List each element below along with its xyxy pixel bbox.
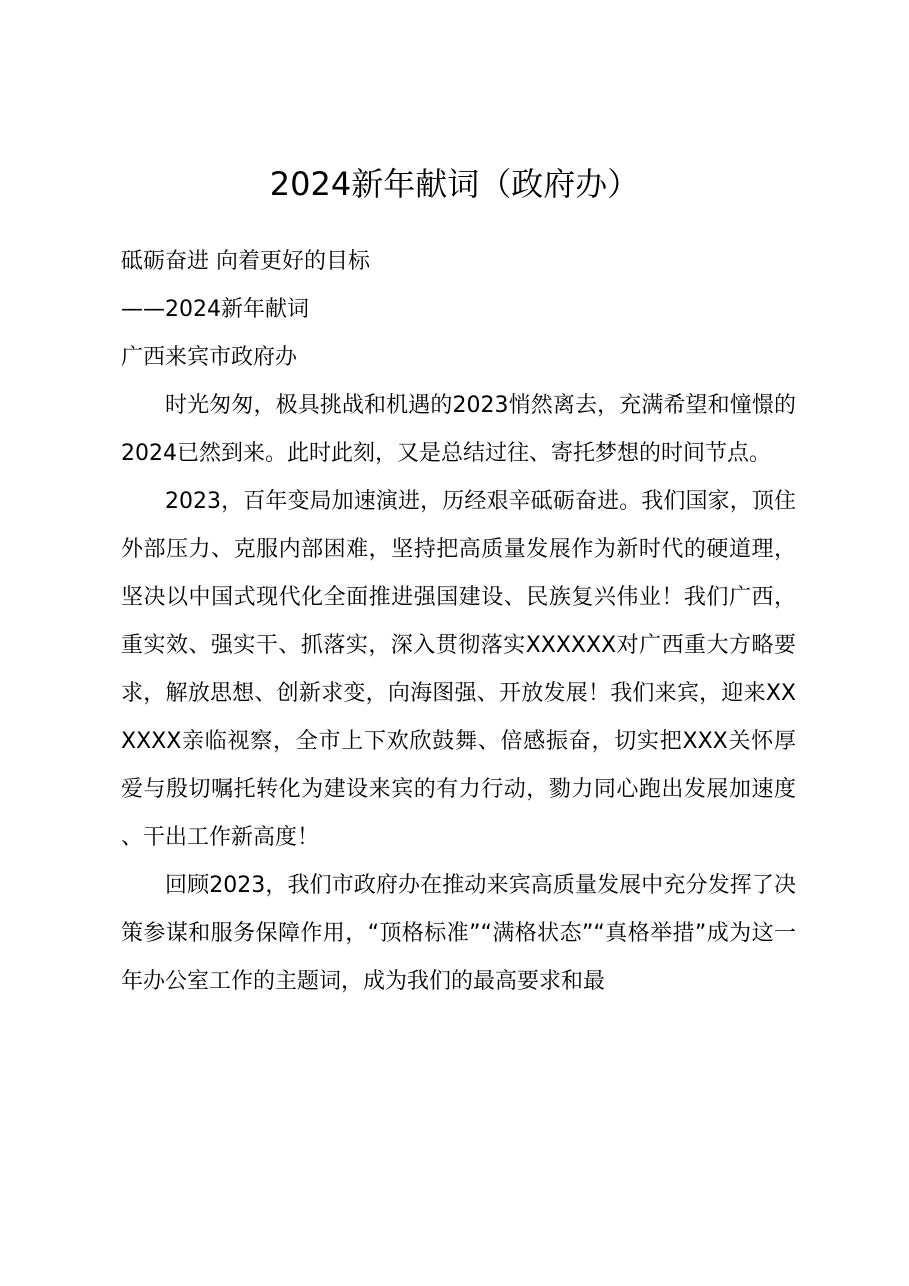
paragraph: 回顾2023，我们市政府办在推动来宾高质量发展中充分发挥了决策参谋和服务保障作用，“顶格标准”“满格状态”“真格举措”成为这一年办公室工作的主题词，成为我们的最高要求和最 <box>121 873 796 994</box>
author-line: 广西来宾市政府办 <box>121 345 298 370</box>
paragraph: 时光匆匆，极具挑战和机遇的2023悄然离去，充满希望和憧憬的2024已然到来。此时此刻，又是总结过往、寄托梦想的时间节点。 <box>121 393 796 466</box>
subtitle-dash-line: ——2024新年献词 <box>121 297 309 322</box>
document-body <box>121 238 796 1006</box>
subtitle-line: 砥砺奋进 向着更好的目标 <box>121 249 370 274</box>
paragraph: 2023，百年变局加速演进，历经艰辛砥砺奋进。我们国家，顶住外部压力、克服内部困难，坚持把高质量发展作为新时代的硬道理，坚决以中国式现代化全面推进强国建设、民族复兴伟业！我们广西，重实效、强实干、抓落实，深入贯彻落实XXXXXX对广西重大方略要求，解放思想、创新求变，向海图强、开放发展！我们来宾，迎来XXXXXX亲临视察，全市上下欢欣鼓舞、倍感振奋，切实把XXX关怀厚爱与殷切嘱托转化为建设来宾的有力行动，勠力同心跑出发展加速度、干出工作新高度！ <box>121 489 796 850</box>
document-title: 2024新年献词（政府办） <box>269 165 640 203</box>
